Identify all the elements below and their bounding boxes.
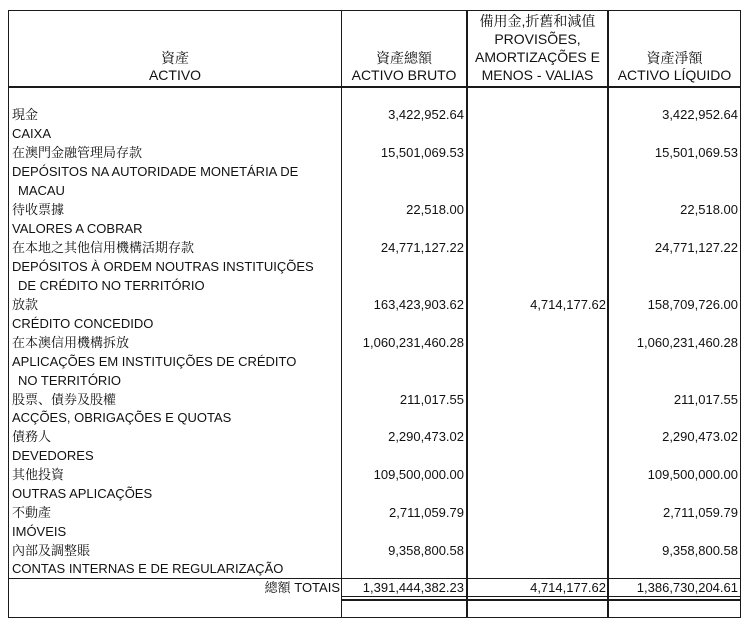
header-net-pt: ACTIVO LÍQUIDO bbox=[617, 67, 732, 83]
row-label-pt: DEVEDORES bbox=[12, 448, 94, 463]
header-provisions-zh: 備用金,折舊和減值 bbox=[479, 13, 596, 29]
row-net-value: 22,518.00 bbox=[680, 202, 738, 217]
row-gross-value: 24,771,127.22 bbox=[380, 240, 464, 255]
totals-provision-value: 4,714,177.62 bbox=[530, 580, 606, 595]
row-net-value: 3,422,952.64 bbox=[662, 107, 738, 122]
row-label-zh: 內部及調整賬 bbox=[12, 543, 91, 558]
table-border-left bbox=[8, 10, 9, 618]
column-divider-2 bbox=[466, 10, 468, 618]
row-gross-value: 2,290,473.02 bbox=[388, 429, 464, 444]
row-label-pt: CONTAS INTERNAS E DE REGULARIZAÇÃO bbox=[12, 561, 284, 576]
row-label-zh: 放款 bbox=[12, 297, 39, 312]
row-label-zh: 其他投資 bbox=[12, 467, 65, 482]
column-divider-1 bbox=[341, 10, 342, 618]
table-border-right bbox=[740, 10, 741, 618]
row-label-zh: 在本澳信用機構拆放 bbox=[12, 335, 130, 350]
row-label-pt: ACÇÕES, OBRIGAÇÕES E QUOTAS bbox=[12, 410, 232, 425]
header-net-zh: 資產淨額 bbox=[646, 50, 703, 66]
header-activo-zh: 資產 bbox=[161, 50, 189, 66]
row-net-value: 15,501,069.53 bbox=[654, 145, 738, 160]
row-net-value: 2,290,473.02 bbox=[662, 429, 738, 444]
row-label-pt-cont: NO TERRITÓRIO bbox=[18, 373, 122, 388]
row-label-pt: CRÉDITO CONCEDIDO bbox=[12, 316, 154, 331]
row-label-pt: VALORES A COBRAR bbox=[12, 221, 143, 236]
row-label-zh: 在本地之其他信用機構活期存款 bbox=[12, 240, 195, 255]
header-activo-pt: ACTIVO bbox=[148, 67, 202, 83]
row-net-value: 1,060,231,460.28 bbox=[636, 335, 738, 350]
row-label-zh: 在澳門金融管理局存款 bbox=[12, 145, 143, 160]
column-divider-3 bbox=[607, 10, 609, 618]
totals-double-rule bbox=[341, 599, 741, 601]
table-border-bottom bbox=[8, 617, 741, 618]
row-gross-value: 2,711,059.79 bbox=[389, 505, 464, 520]
row-label-pt-cont: DE CRÉDITO NO TERRITÓRIO bbox=[18, 278, 205, 293]
row-label-pt: CAIXA bbox=[12, 126, 52, 141]
row-label-zh: 待收票據 bbox=[12, 202, 65, 217]
row-gross-value: 1,060,231,460.28 bbox=[362, 335, 464, 350]
header-gross-pt: ACTIVO BRUTO bbox=[351, 67, 457, 83]
header-provisions-pt-3: MENOS - VALIAS bbox=[481, 67, 594, 83]
totals-net-value: 1,386,730,204.61 bbox=[636, 580, 738, 595]
row-gross-value: 211,017.55 bbox=[399, 392, 464, 407]
row-label-pt: IMÓVEIS bbox=[12, 524, 67, 539]
table-border-top bbox=[8, 10, 741, 11]
row-gross-value: 22,518.00 bbox=[406, 202, 464, 217]
header-bottom-rule bbox=[8, 86, 741, 88]
row-net-value: 2,711,059.79 bbox=[663, 505, 738, 520]
row-label-pt: OUTRAS APLICAÇÕES bbox=[12, 486, 153, 501]
row-label-zh: 不動產 bbox=[12, 505, 52, 520]
header-gross-zh: 資產總額 bbox=[376, 50, 432, 66]
header-provisions-pt-2: AMORTIZAÇÕES E bbox=[475, 49, 600, 65]
totals-label: 總額 TOTAIS bbox=[264, 580, 340, 595]
row-net-value: 9,358,800.58 bbox=[662, 543, 738, 558]
row-gross-value: 9,358,800.58 bbox=[388, 543, 464, 558]
row-net-value: 109,500,000.00 bbox=[647, 467, 738, 482]
header-provisions-pt-1: PROVISÕES, bbox=[494, 31, 581, 47]
row-label-pt: APLICAÇÕES EM INSTITUIÇÕES DE CRÉDITO bbox=[12, 354, 297, 369]
row-label-zh: 債務人 bbox=[12, 429, 52, 444]
row-label-zh: 現金 bbox=[12, 107, 39, 122]
row-net-value: 158,709,726.00 bbox=[647, 297, 738, 312]
row-gross-value: 109,500,000.00 bbox=[373, 467, 464, 482]
row-gross-value: 163,423,903.62 bbox=[373, 297, 464, 312]
row-provision-value: 4,714,177.62 bbox=[530, 297, 606, 312]
row-label-pt-cont: MACAU bbox=[18, 183, 65, 198]
row-gross-value: 15,501,069.53 bbox=[380, 145, 464, 160]
row-net-value: 24,771,127.22 bbox=[654, 240, 738, 255]
row-net-value: 211,017.55 bbox=[673, 392, 738, 407]
totals-gross-value: 1,391,444,382.23 bbox=[362, 580, 464, 595]
row-label-zh: 股票、債券及股權 bbox=[12, 392, 117, 407]
row-label-pt: DEPÓSITOS À ORDEM NOUTRAS INSTITUIÇÕES bbox=[12, 259, 314, 274]
row-gross-value: 3,422,952.64 bbox=[388, 107, 464, 122]
row-label-pt: DEPÓSITOS NA AUTORIDADE MONETÁRIA DE bbox=[12, 164, 299, 179]
